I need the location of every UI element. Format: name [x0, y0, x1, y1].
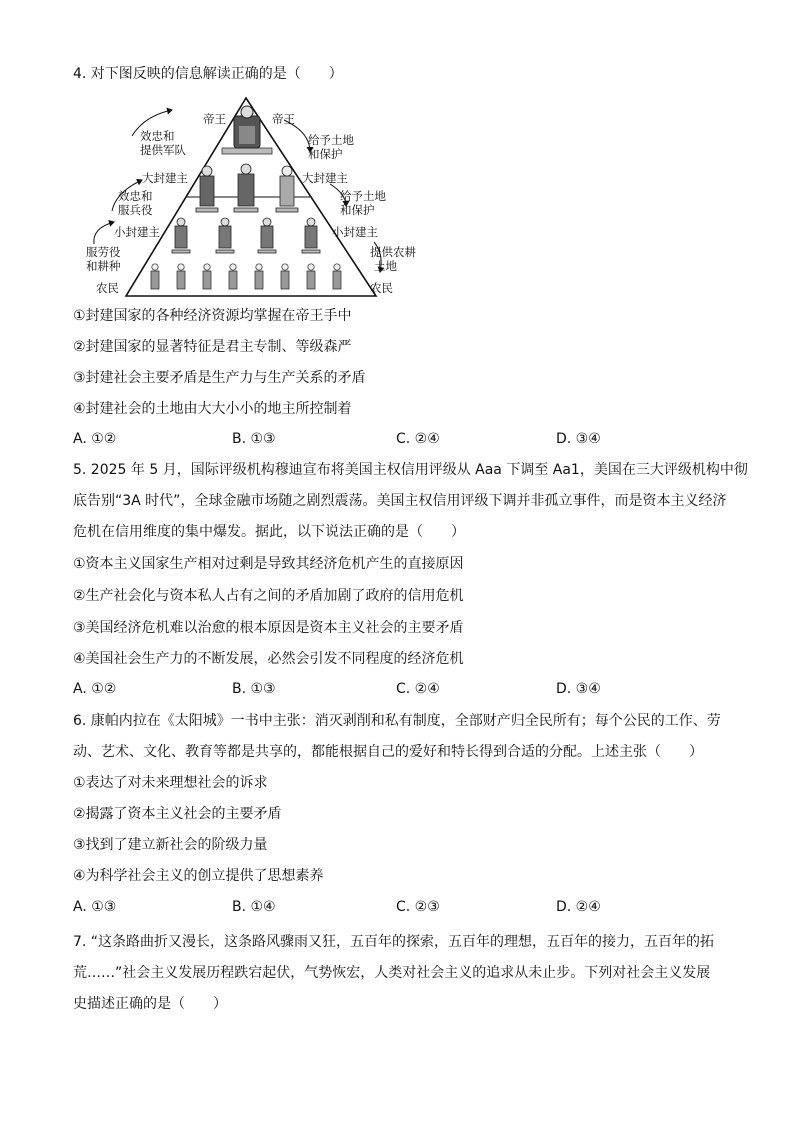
q7-stem-line1: 7. “这条路曲折又漫长，这条路风骤雨又狂，五百年的探索，五百年的理想，五百年的接力，五百年的拓: [73, 934, 715, 950]
q5-option-c[interactable]: C. ②④: [396, 681, 440, 697]
left-king-label: 帝王: [203, 112, 226, 126]
q5-item-1: ①资本主义国家生产相对过剩是导致其经济危机产生的直接原因: [73, 556, 464, 572]
right-arrow3-line1: 提供农耕: [370, 245, 416, 259]
q6-option-b[interactable]: B. ①④: [232, 899, 276, 915]
right-arrow3-line2: 土地: [374, 259, 397, 273]
q4-item-4: ④封建社会的土地由大大小小的地主所控制着: [73, 401, 352, 417]
left-great-lord-label: 大封建主: [142, 171, 188, 185]
q5-stem-line3: 危机在信用维度的集中爆发。据此，以下说法正确的是（ ）: [73, 524, 465, 540]
q6-item-2: ②揭露了资本主义社会的主要矛盾: [73, 806, 282, 822]
left-arrow3-line1: 服劳役: [86, 245, 121, 259]
q6-option-d[interactable]: D. ②④: [556, 899, 601, 915]
left-small-lord-label: 小封建主: [114, 225, 160, 239]
q5-item-3: ③美国经济危机难以治愈的根本原因是资本主义社会的主要矛盾: [73, 620, 464, 636]
left-arrow1-line1: 效忠和: [140, 129, 175, 143]
q7-stem-line2: 荒……”社会主义发展历程跌宕起伏，气势恢宏，人类对社会主义的追求从未止步。下列对社会主义发展: [73, 965, 711, 981]
q5-item-4: ④美国社会生产力的不断发展，必然会引发不同程度的经济危机: [73, 651, 464, 667]
right-arrow2-line1: 给予土地: [340, 189, 386, 203]
q6-item-4: ④为科学社会主义的创立提供了思想素养: [73, 868, 324, 884]
q4-item-3: ③封建社会主要矛盾是生产力与生产关系的矛盾: [73, 370, 366, 386]
q5-option-a[interactable]: A. ①②: [73, 681, 117, 697]
q5-option-d[interactable]: D. ③④: [556, 681, 601, 697]
q4-stem: 4. 对下图反映的信息解读正确的是（ ）: [73, 66, 343, 82]
q7-stem-line3: 史描述正确的是（ ）: [73, 996, 227, 1012]
right-king-label: 帝王: [272, 112, 295, 126]
left-arrow3-line2: 和耕种: [86, 259, 121, 273]
q4-option-b[interactable]: B. ①③: [232, 431, 276, 447]
q4-item-2: ②封建国家的显著特征是君主专制、等级森严: [73, 339, 352, 355]
right-arrow2-line2: 和保护: [340, 203, 375, 217]
q4-option-a[interactable]: A. ①②: [73, 431, 117, 447]
q6-item-1: ①表达了对未来理想社会的诉求: [73, 775, 268, 791]
q6-stem-line1: 6. 康帕内拉在《太阳城》一书中主张：消灭剥削和私有制度，全部财产归全民所有；每个公民的工作、劳: [73, 713, 721, 729]
q5-option-b[interactable]: B. ①③: [232, 681, 276, 697]
left-arrow2-line1: 效忠和: [118, 189, 153, 203]
q4-option-d[interactable]: D. ③④: [556, 431, 601, 447]
right-arrow1-line1: 给予土地: [308, 133, 354, 147]
right-peasant-label: 农民: [370, 281, 393, 295]
great-lord-figures: [196, 164, 298, 212]
q5-stem-line1: 5. 2025 年 5 月，国际评级机构穆迪宣布将美国主权信用评级从 Aaa 下调至 Aa1，美国在三大评级机构中彻: [73, 462, 748, 478]
left-peasant-label: 农民: [96, 281, 119, 295]
q4-option-c[interactable]: C. ②④: [396, 431, 440, 447]
left-arrow2-line2: 服兵役: [118, 203, 153, 217]
right-great-lord-label: 大封建主: [302, 171, 348, 185]
q6-stem-line2: 动、艺术、文化、教育等都是共享的，都能根据自己的爱好和特长得到合适的分配。上述主张（ ）: [73, 744, 703, 760]
q6-item-3: ③找到了建立新社会的阶级力量: [73, 837, 268, 853]
left-arrow1-line2: 提供军队: [140, 143, 186, 157]
q6-option-a[interactable]: A. ①③: [73, 899, 117, 915]
right-small-lord-label: 小封建主: [332, 225, 378, 239]
q6-option-c[interactable]: C. ②③: [396, 899, 440, 915]
q5-stem-line2: 底告别“3A 时代”，全球金融市场随之剧烈震荡。美国主权信用评级下调并非孤立事件，而是资本主义经济: [73, 493, 727, 509]
q5-item-2: ②生产社会化与资本私人占有之间的矛盾加剧了政府的信用危机: [73, 588, 464, 604]
feudal-pyramid-diagram: [84, 96, 428, 302]
q4-item-1: ①封建国家的各种经济资源均掌握在帝王手中: [73, 308, 352, 324]
right-arrow1-line2: 和保护: [308, 147, 343, 161]
